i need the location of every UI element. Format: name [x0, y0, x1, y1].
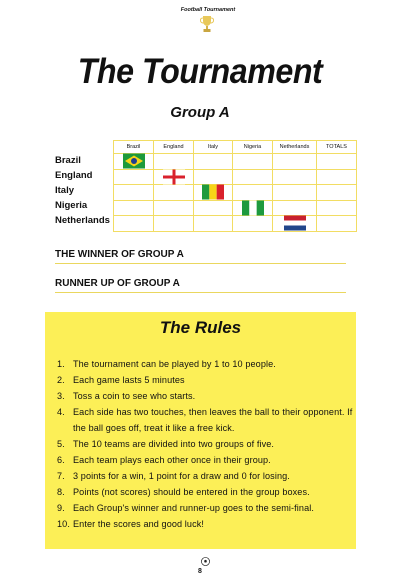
score-cell[interactable]	[233, 185, 273, 201]
netherlands-flag-icon	[284, 216, 306, 231]
rule-number: 2.	[57, 375, 65, 385]
score-cell[interactable]	[154, 185, 194, 201]
rule-item	[57, 500, 353, 516]
rule-item	[57, 388, 353, 404]
table-cell	[114, 154, 154, 170]
score-cell[interactable]	[114, 185, 154, 201]
table-row	[114, 154, 357, 170]
page-title: The Tournament	[77, 52, 323, 91]
rule-number: 1.	[57, 359, 65, 369]
score-cell[interactable]	[233, 169, 273, 185]
column-header: Italy	[194, 141, 233, 154]
column-header: Netherlands	[273, 141, 317, 154]
brazil-flag-icon	[123, 154, 145, 169]
football-icon	[201, 557, 210, 566]
total-cell[interactable]	[317, 185, 357, 201]
table-cell	[273, 216, 317, 232]
score-cell[interactable]	[273, 169, 317, 185]
rule-number: 4.	[57, 407, 65, 417]
rule-number: 7.	[57, 471, 65, 481]
rule-text: Enter the scores and good luck!	[73, 519, 204, 529]
score-cell[interactable]	[114, 216, 154, 232]
rule-number: 10.	[57, 519, 70, 529]
winner-answer-line[interactable]	[55, 249, 346, 264]
table-row	[114, 200, 357, 216]
header-tag	[168, 6, 248, 33]
rule-item	[57, 356, 353, 372]
rule-text: Each game lasts 5 minutes	[73, 375, 185, 385]
rule-item	[57, 436, 353, 452]
team-row-labels	[55, 153, 115, 228]
column-header: Brazil	[114, 141, 154, 154]
nigeria-flag-icon	[242, 200, 264, 215]
group-a-table	[113, 140, 357, 232]
table-row	[114, 185, 357, 201]
score-cell[interactable]	[233, 154, 273, 170]
rule-number: 3.	[57, 391, 65, 401]
trophy-icon	[198, 15, 216, 33]
rule-item	[57, 404, 353, 436]
rules-title: The Rules	[159, 318, 242, 337]
total-cell[interactable]	[317, 169, 357, 185]
rule-text: The 10 teams are divided into two groups of five.	[73, 439, 275, 449]
rule-item	[57, 484, 353, 500]
score-cell[interactable]	[233, 216, 273, 232]
table-cell	[194, 185, 233, 201]
team-label: Italy	[55, 185, 75, 196]
rules-list	[57, 356, 353, 532]
rule-text: 3 points for a win, 1 point for a draw and 0 for losing.	[73, 471, 290, 481]
column-header: Nigeria	[233, 141, 273, 154]
rule-text: Each side has two touches, then leaves the ball to their opponent. If the ball goes off, treat it like a free kick.	[73, 407, 353, 433]
rule-text: Each team plays each other once in their group.	[73, 455, 271, 465]
rules-box	[45, 312, 356, 549]
score-cell[interactable]	[194, 154, 233, 170]
italy-flag-icon	[202, 185, 224, 200]
rule-item	[57, 468, 353, 484]
score-cell[interactable]	[194, 169, 233, 185]
rule-number: 9.	[57, 503, 65, 513]
england-flag-icon	[163, 169, 185, 184]
rule-text: Points (not scores) should be entered in the group boxes.	[73, 487, 310, 497]
rule-text: The tournament can be played by 1 to 10 people.	[73, 359, 276, 369]
team-label: England	[55, 170, 93, 181]
score-cell[interactable]	[194, 216, 233, 232]
score-cell[interactable]	[114, 200, 154, 216]
total-cell[interactable]	[317, 200, 357, 216]
rule-text: Each Group's winner and runner-up goes to the semi-final.	[73, 503, 314, 513]
header-tag-text: Football Tournament	[180, 7, 236, 13]
table-row	[114, 169, 357, 185]
score-cell[interactable]	[194, 200, 233, 216]
group-title: Group A	[170, 104, 230, 121]
score-cell[interactable]	[154, 216, 194, 232]
score-cell[interactable]	[154, 154, 194, 170]
team-label: Brazil	[55, 155, 81, 166]
team-label: Nigeria	[55, 200, 88, 211]
rule-number: 5.	[57, 439, 65, 449]
rule-item	[57, 516, 353, 532]
score-cell[interactable]	[273, 185, 317, 201]
table-cell	[154, 169, 194, 185]
total-cell[interactable]	[317, 154, 357, 170]
rule-number: 8.	[57, 487, 65, 497]
page-number: 8	[198, 568, 202, 575]
runner-up-label: RUNNER UP OF GROUP A	[55, 278, 180, 289]
team-label: Netherlands	[55, 215, 110, 226]
score-cell[interactable]	[114, 169, 154, 185]
table-row	[114, 216, 357, 232]
table-cell	[233, 200, 273, 216]
total-cell[interactable]	[317, 216, 357, 232]
score-cell[interactable]	[154, 200, 194, 216]
score-cell[interactable]	[273, 154, 317, 170]
winner-label: THE WINNER OF GROUP A	[55, 249, 184, 260]
rule-item	[57, 452, 353, 468]
rule-number: 6.	[57, 455, 65, 465]
runner-up-answer-line[interactable]	[55, 278, 346, 293]
rule-item	[57, 372, 353, 388]
score-cell[interactable]	[273, 200, 317, 216]
table-header-row	[114, 141, 357, 154]
rule-text: Toss a coin to see who starts.	[73, 391, 196, 401]
column-header: England	[154, 141, 194, 154]
column-header: TOTALS	[317, 141, 357, 154]
